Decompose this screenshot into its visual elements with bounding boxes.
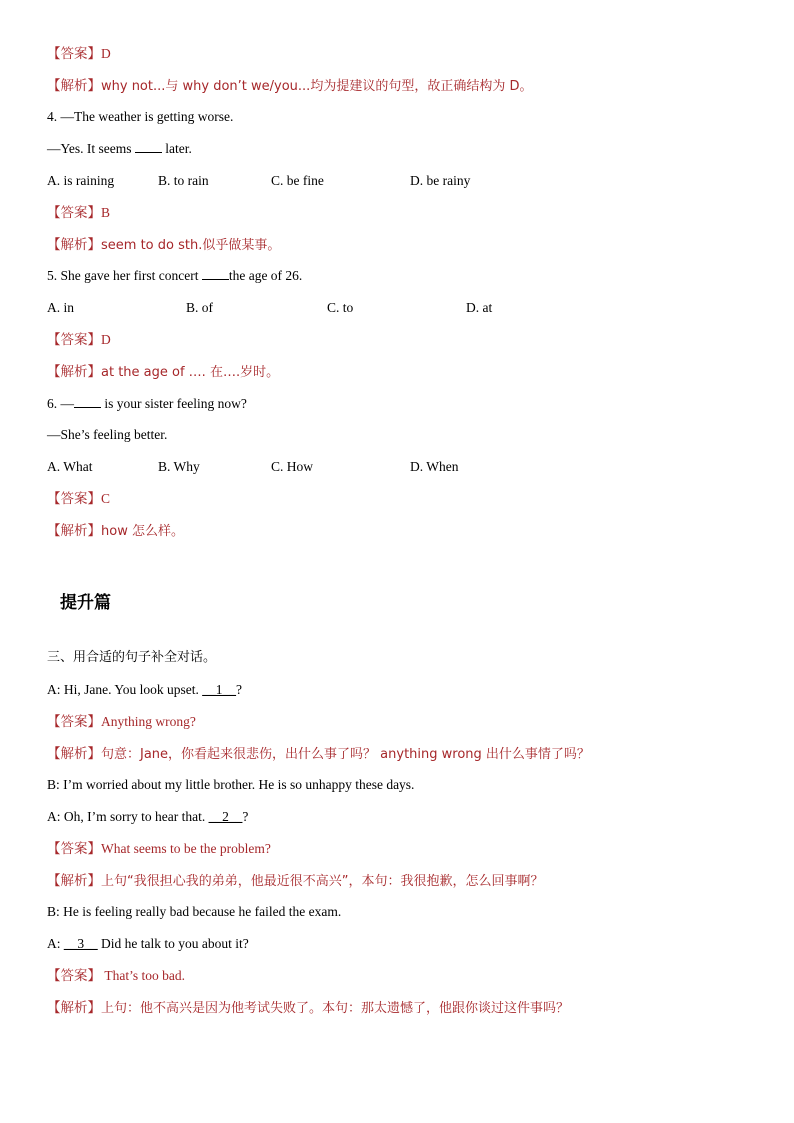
dialog-a1-post: ?: [236, 682, 243, 697]
dialog-answer-3-line: [47, 965, 185, 987]
q6-answer-line: [47, 488, 110, 510]
q4-answer: B: [101, 205, 111, 220]
q3-answer: D: [101, 46, 111, 61]
q6-analysis-line: [47, 520, 184, 542]
dialog-analysis-3: 上句：他不高兴是因为他考试失败了。本句：那太遗憾了，他跟你谈过这件事吗？: [101, 1001, 570, 1016]
q6-option-a: A. What: [47, 459, 93, 474]
q4-analysis: seem to do sth.似乎做某事。: [101, 238, 281, 253]
dialog-answer-3: That’s too bad.: [101, 968, 185, 983]
q4-option-b: B. to rain: [158, 173, 209, 188]
q5-analysis-line: [47, 361, 279, 383]
q4-analysis-line: [47, 234, 280, 256]
dialog-a3-pre: A:: [47, 936, 64, 951]
dialog-answer-1-line: [47, 711, 196, 733]
analysis-label: 【解析】: [47, 1000, 101, 1016]
dialog-analysis-2: 上句“我很担心我的弟弟，他最近很不高兴”，本句：我很抱歉，怎么回事啊？: [101, 874, 544, 889]
q5-stem-post: the age of 26.: [228, 268, 303, 283]
q6-stem-pre: 6. —: [47, 396, 74, 411]
analysis-label: 【解析】: [47, 78, 101, 94]
dialog-blank-1: __1__: [202, 682, 237, 697]
dialog-answer-2-line: [47, 838, 271, 860]
dialog-b2: B: He is feeling really bad because he failed the exam.: [47, 904, 342, 919]
q5-answer-line: [47, 329, 111, 351]
q5-stem: [47, 265, 302, 287]
analysis-label: 【解析】: [47, 364, 101, 380]
analysis-label: 【解析】: [47, 746, 101, 762]
analysis-label: 【解析】: [47, 237, 101, 253]
q4-option-a: A. is raining: [47, 173, 115, 188]
q5-analysis: at the age of …. 在….岁时。: [101, 365, 280, 380]
q4-option-c: C. be fine: [271, 173, 324, 188]
answer-label: 【答案】: [47, 205, 101, 221]
dialog-a3-post: Did he talk to you about it?: [97, 936, 249, 951]
dialog-a2-pre: A: Oh, I’m sorry to hear that.: [47, 809, 209, 824]
answer-label: 【答案】: [47, 714, 101, 730]
dialog-a1: [47, 679, 242, 701]
answer-label: 【答案】: [47, 46, 101, 62]
dialog-analysis-1: 句意：Jane，你看起来很悲伤，出什么事了吗？ anything wrong 出什么事情了吗？: [101, 747, 590, 762]
q6-option-c: C. How: [271, 459, 314, 474]
q3-answer-line: [47, 43, 111, 65]
answer-label: 【答案】: [47, 841, 101, 857]
section-instruction: 三、用合适的句子补全对话。: [47, 650, 217, 665]
dialog-answer-2: What seems to be the problem?: [101, 841, 271, 856]
q4-stem: 4. —The weather is getting worse.: [47, 109, 234, 124]
dialog-a2: [47, 806, 248, 828]
q3-analysis-line: [47, 75, 532, 97]
q6-option-b: B. Why: [158, 459, 200, 474]
analysis-label: 【解析】: [47, 523, 101, 539]
answer-label: 【答案】: [47, 968, 101, 984]
dialog-answer-1: Anything wrong?: [101, 714, 196, 729]
q6-blank: [74, 393, 101, 408]
q5-answer: D: [101, 332, 111, 347]
analysis-label: 【解析】: [47, 873, 101, 889]
q5-stem-pre: 5. She gave her first concert: [47, 268, 199, 283]
dialog-a1-pre: A: Hi, Jane. You look upset.: [47, 682, 203, 697]
dialog-a3: [47, 933, 249, 955]
dialog-analysis-1-line: [47, 743, 590, 765]
q4-option-d: D. be rainy: [410, 173, 471, 188]
q6-line2: —She’s feeling better.: [47, 427, 168, 442]
answer-label: 【答案】: [47, 332, 101, 348]
q4-options: [47, 170, 747, 192]
q6-stem: [47, 393, 247, 415]
q3-analysis: why not...与 why don’t we/you...均为提建议的句型，故正确结构为 D。: [101, 79, 533, 94]
q4-line2-pre: —Yes. It seems: [47, 141, 132, 156]
q5-option-c: C. to: [327, 300, 354, 315]
q6-options: [47, 456, 747, 478]
q5-blank: [202, 265, 229, 280]
q5-options: [47, 297, 747, 319]
q6-stem-post: is your sister feeling now?: [101, 396, 247, 411]
dialog-a2-post: ?: [242, 809, 249, 824]
q4-answer-line: [47, 202, 110, 224]
dialog-blank-2: __2__: [208, 809, 243, 824]
dialog-b1: B: I’m worried about my little brother. He is so unhappy these days.: [47, 777, 415, 792]
q5-option-b: B. of: [186, 300, 213, 315]
q6-option-d: D. When: [410, 459, 459, 474]
dialog-blank-3: __3__: [63, 936, 98, 951]
q4-line2-post: later.: [161, 141, 192, 156]
answer-label: 【答案】: [47, 491, 101, 507]
section-heading: 提升篇: [60, 593, 111, 613]
q6-analysis: how 怎么样。: [101, 524, 184, 539]
q5-option-d: D. at: [466, 300, 493, 315]
q4-line2: [47, 138, 192, 160]
dialog-analysis-2-line: [47, 870, 543, 892]
dialog-analysis-3-line: [47, 997, 569, 1019]
q5-option-a: A. in: [47, 300, 74, 315]
q6-answer: C: [101, 491, 111, 506]
q4-blank: [135, 138, 162, 153]
